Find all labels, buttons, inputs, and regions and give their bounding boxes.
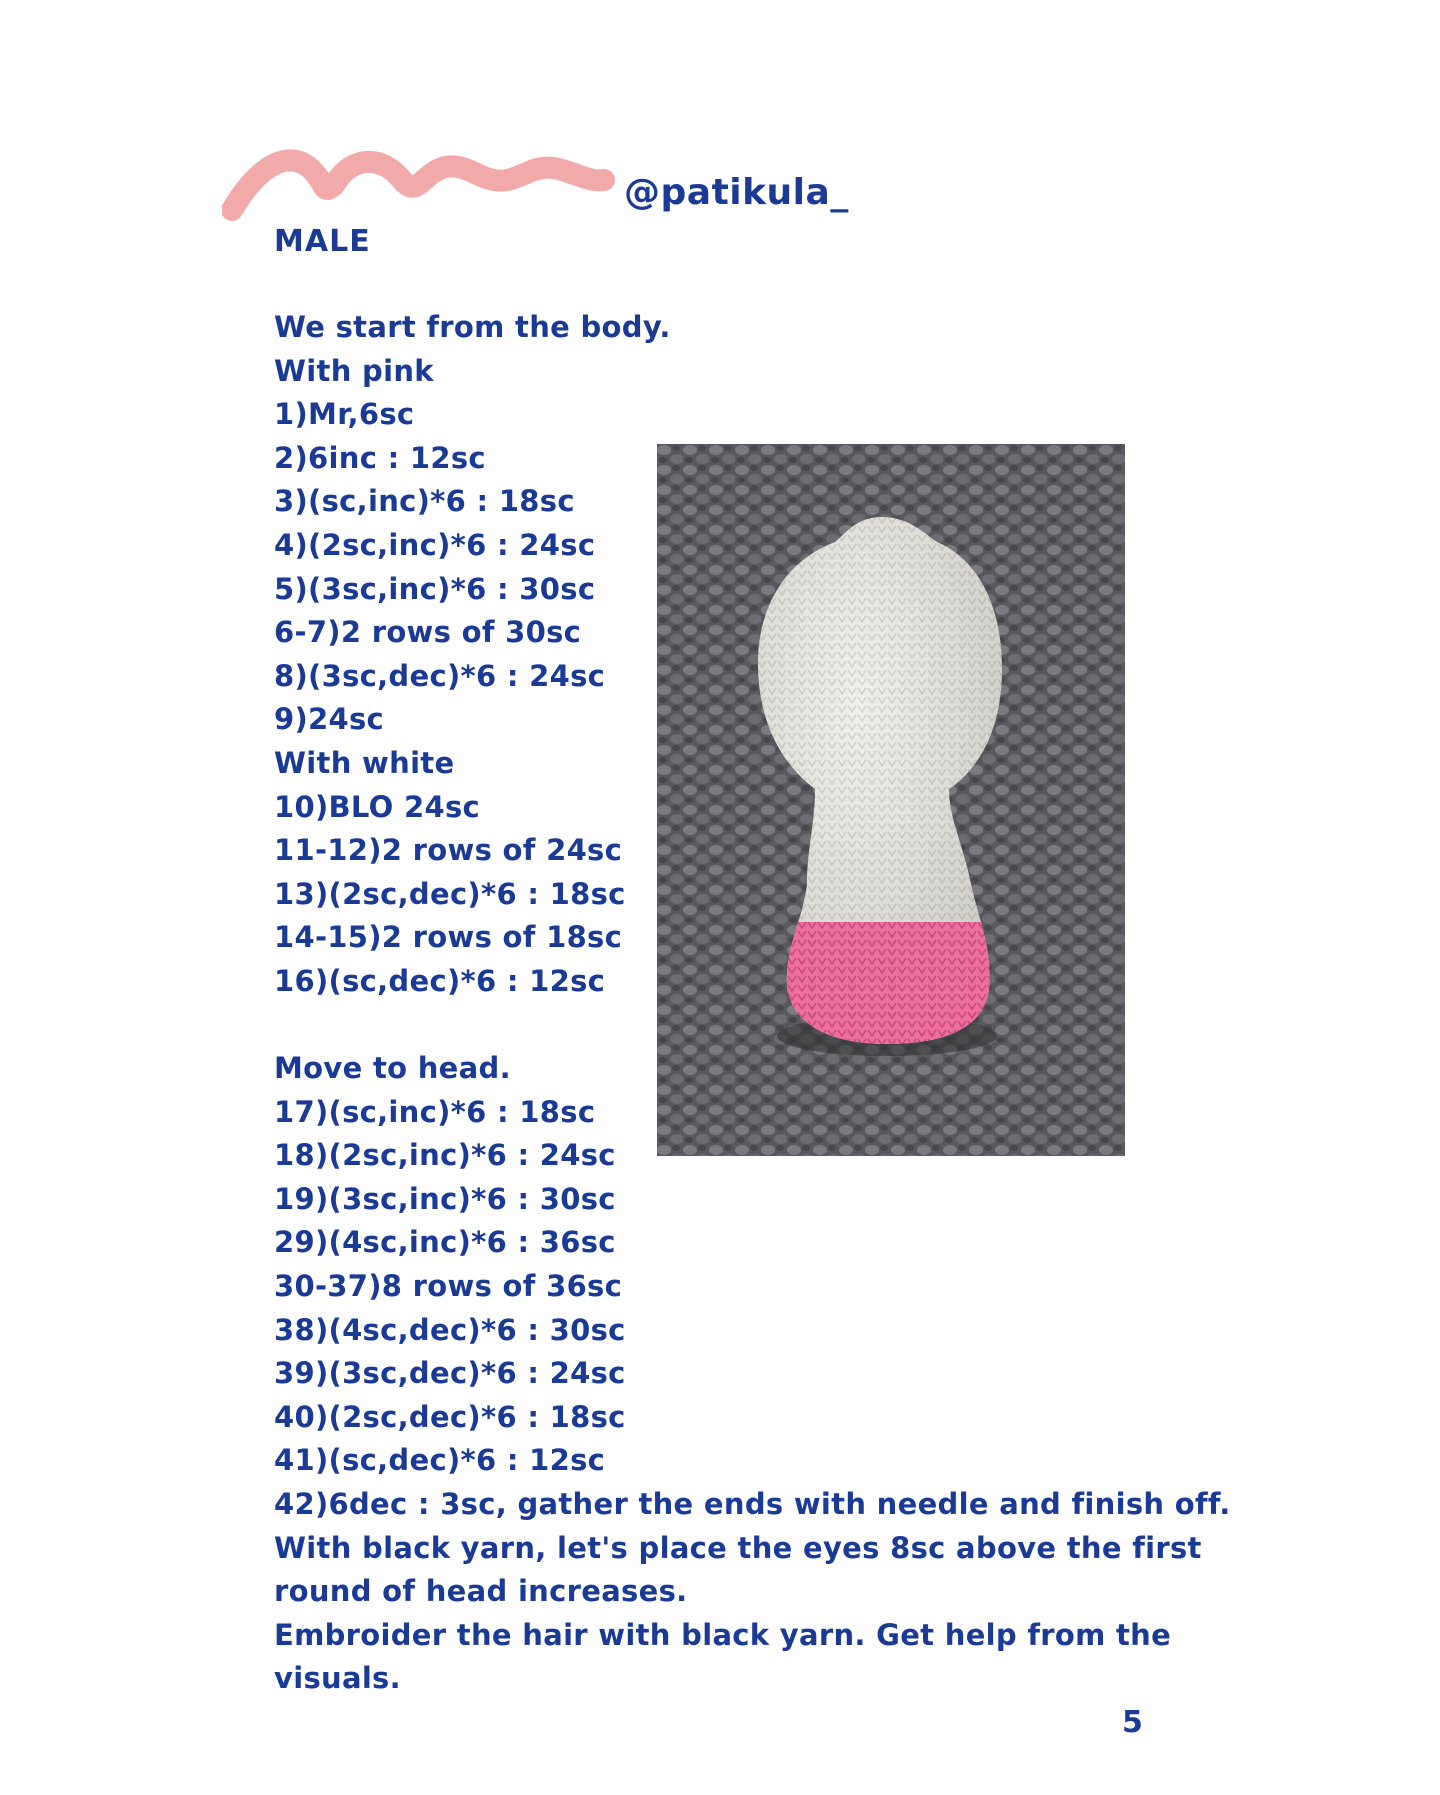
instruction-line: 1)Mr,6sc (274, 397, 415, 432)
instruction-line: 11-12)2 rows of 24sc (274, 833, 623, 868)
instruction-line: 14-15)2 rows of 18sc (274, 920, 623, 955)
instruction-line: 13)(2sc,dec)*6 : 18sc (274, 876, 626, 911)
instruction-line: With black yarn, let's place the eyes 8sc above the first (274, 1530, 1202, 1565)
instruction-line: 19)(3sc,inc)*6 : 30sc (274, 1181, 616, 1216)
instruction-line: 38)(4sc,dec)*6 : 30sc (274, 1312, 626, 1347)
instruction-line: 3)(sc,inc)*6 : 18sc (274, 484, 575, 519)
squiggle-stroke (232, 160, 604, 210)
instruction-line: 30-37)8 rows of 36sc (274, 1269, 623, 1304)
instruction-line: 41)(sc,dec)*6 : 12sc (274, 1443, 606, 1478)
instruction-line: 2)6inc : 12sc (274, 440, 486, 475)
instruction-line: 16)(sc,dec)*6 : 12sc (274, 963, 606, 998)
instruction-line: 6-7)2 rows of 30sc (274, 615, 582, 650)
instruction-line: 5)(3sc,inc)*6 : 30sc (274, 571, 596, 606)
instruction-line: Embroider the hair with black yarn. Get help from the (274, 1617, 1172, 1652)
pink-squiggle-decoration (222, 140, 622, 230)
instagram-handle: @patikula_ (624, 172, 849, 213)
instruction-line: 39)(3sc,dec)*6 : 24sc (274, 1356, 626, 1391)
instruction-line: 18)(2sc,inc)*6 : 24sc (274, 1138, 616, 1173)
instruction-line: 17)(sc,inc)*6 : 18sc (274, 1094, 596, 1129)
instruction-line: 29)(4sc,inc)*6 : 36sc (274, 1225, 616, 1260)
instruction-line: 9)24sc (274, 702, 385, 737)
instruction-line: With white (274, 745, 455, 780)
instruction-line: 40)(2sc,dec)*6 : 18sc (274, 1399, 626, 1434)
instruction-line: round of head increases. (274, 1574, 688, 1609)
instruction-line: visuals. (274, 1661, 401, 1696)
instruction-line: 10)BLO 24sc (274, 789, 481, 824)
instruction-line: We start from the body. (274, 310, 671, 344)
crocheted-doll-photo (657, 444, 1125, 1156)
instruction-line: With pink (274, 353, 434, 388)
page-number: 5 (1122, 1705, 1143, 1740)
instruction-line: Move to head. (274, 1051, 511, 1086)
instruction-line: 42)6dec : 3sc, gather the ends with needle and finish off. (274, 1487, 1231, 1522)
instruction-line: 8)(3sc,dec)*6 : 24sc (274, 658, 606, 693)
pattern-title: MALE (274, 224, 371, 259)
instruction-line: 4)(2sc,inc)*6 : 24sc (274, 527, 596, 562)
